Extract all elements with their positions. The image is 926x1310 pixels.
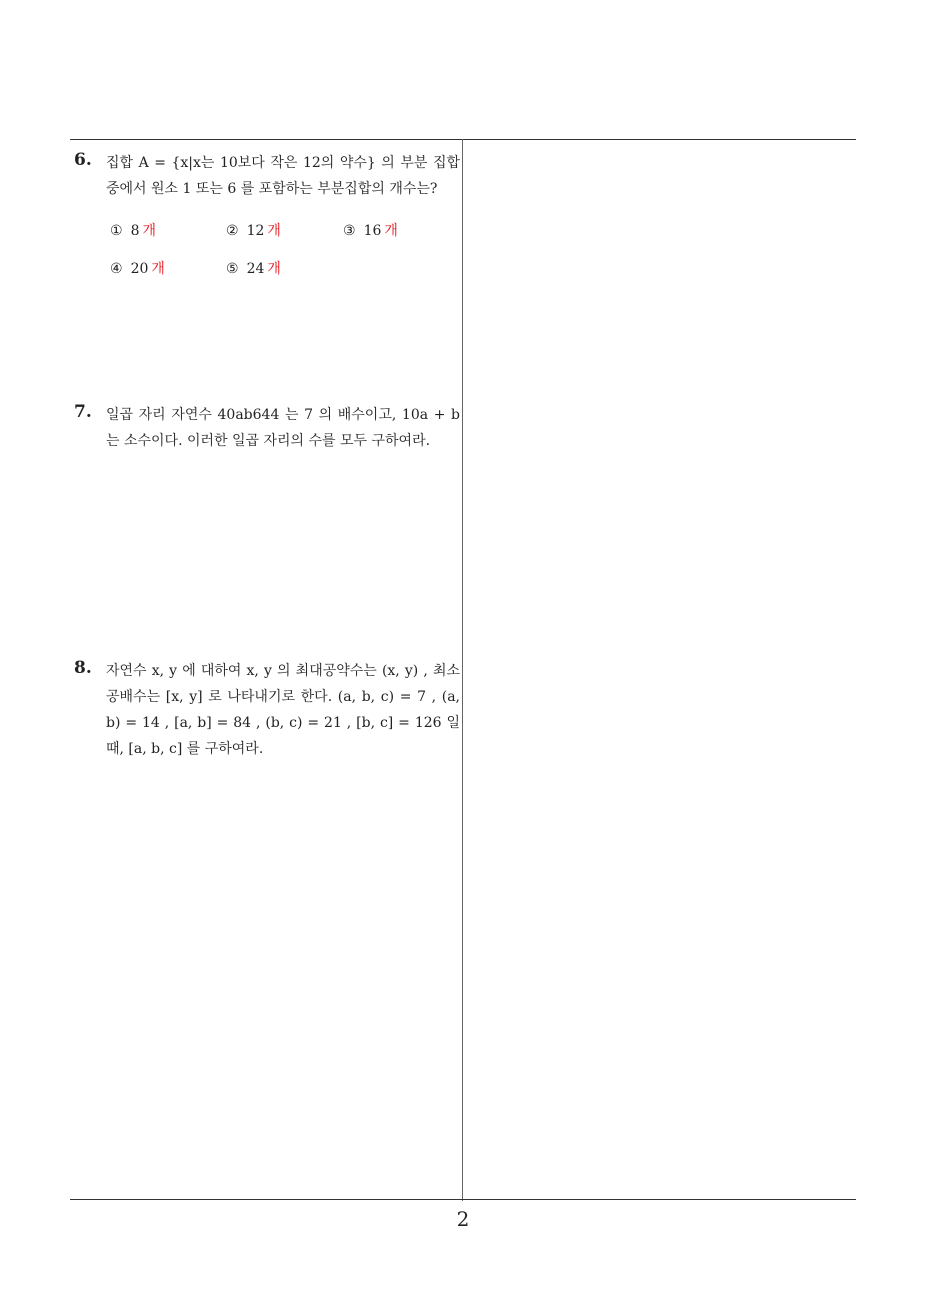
problem-number: 7. [74,402,92,422]
choice-unit: 개 [267,261,281,277]
choice-unit: 개 [142,223,157,239]
choice-mark: ① [110,223,123,239]
choice-unit: 개 [267,223,281,239]
column-divider [462,139,463,1201]
choice-mark: ② [226,223,239,239]
choice-unit: 개 [384,223,398,239]
problem-text: 집합 A = {x|x는 10보다 작은 12의 약수} 의 부분 집합 중에서 원소 1 또는 6 를 포함하는 부분집합의 개수는? [106,155,460,197]
choice-value: 24 [246,261,265,277]
choice-4[interactable] [110,258,165,278]
choice-mark: ⑤ [226,261,239,277]
problem-8 [74,658,460,762]
problem-number: 6. [74,150,92,170]
page-number: 2 [456,1207,470,1231]
problem-6 [74,150,460,300]
choice-mark: ③ [343,223,356,239]
header-rule [70,139,856,140]
choice-value: 16 [363,223,382,239]
problem-number: 8. [74,658,92,678]
choice-5[interactable] [226,258,281,278]
choice-3[interactable] [343,220,398,240]
problem-text: 일곱 자리 자연수 40ab644 는 7 의 배수이고, 10a + b 는 소수이다. 이러한 일곱 자리의 수를 모두 구하여라. [106,407,460,449]
choice-value: 12 [246,223,265,239]
choice-2[interactable] [226,220,281,240]
choice-value: 20 [130,261,149,277]
problem-7 [74,402,460,454]
choice-mark: ④ [110,261,123,277]
choice-1[interactable] [110,220,156,240]
choice-value: 8 [130,223,140,239]
footer-rule [70,1199,856,1200]
answer-choices [106,220,460,300]
choice-unit: 개 [151,261,165,277]
problem-text: 자연수 x, y 에 대하여 x, y 의 최대공약수는 (x, y) , 최소공배수는 [x, y] 로 나타내기로 한다. (a, b, c) = 7 , (a, b) = 14 , [a, b] = 84 , (b, c) = 21 , [b, c] = 126 일 때, [a, b, c] 를 구하여라. [106,663,460,757]
